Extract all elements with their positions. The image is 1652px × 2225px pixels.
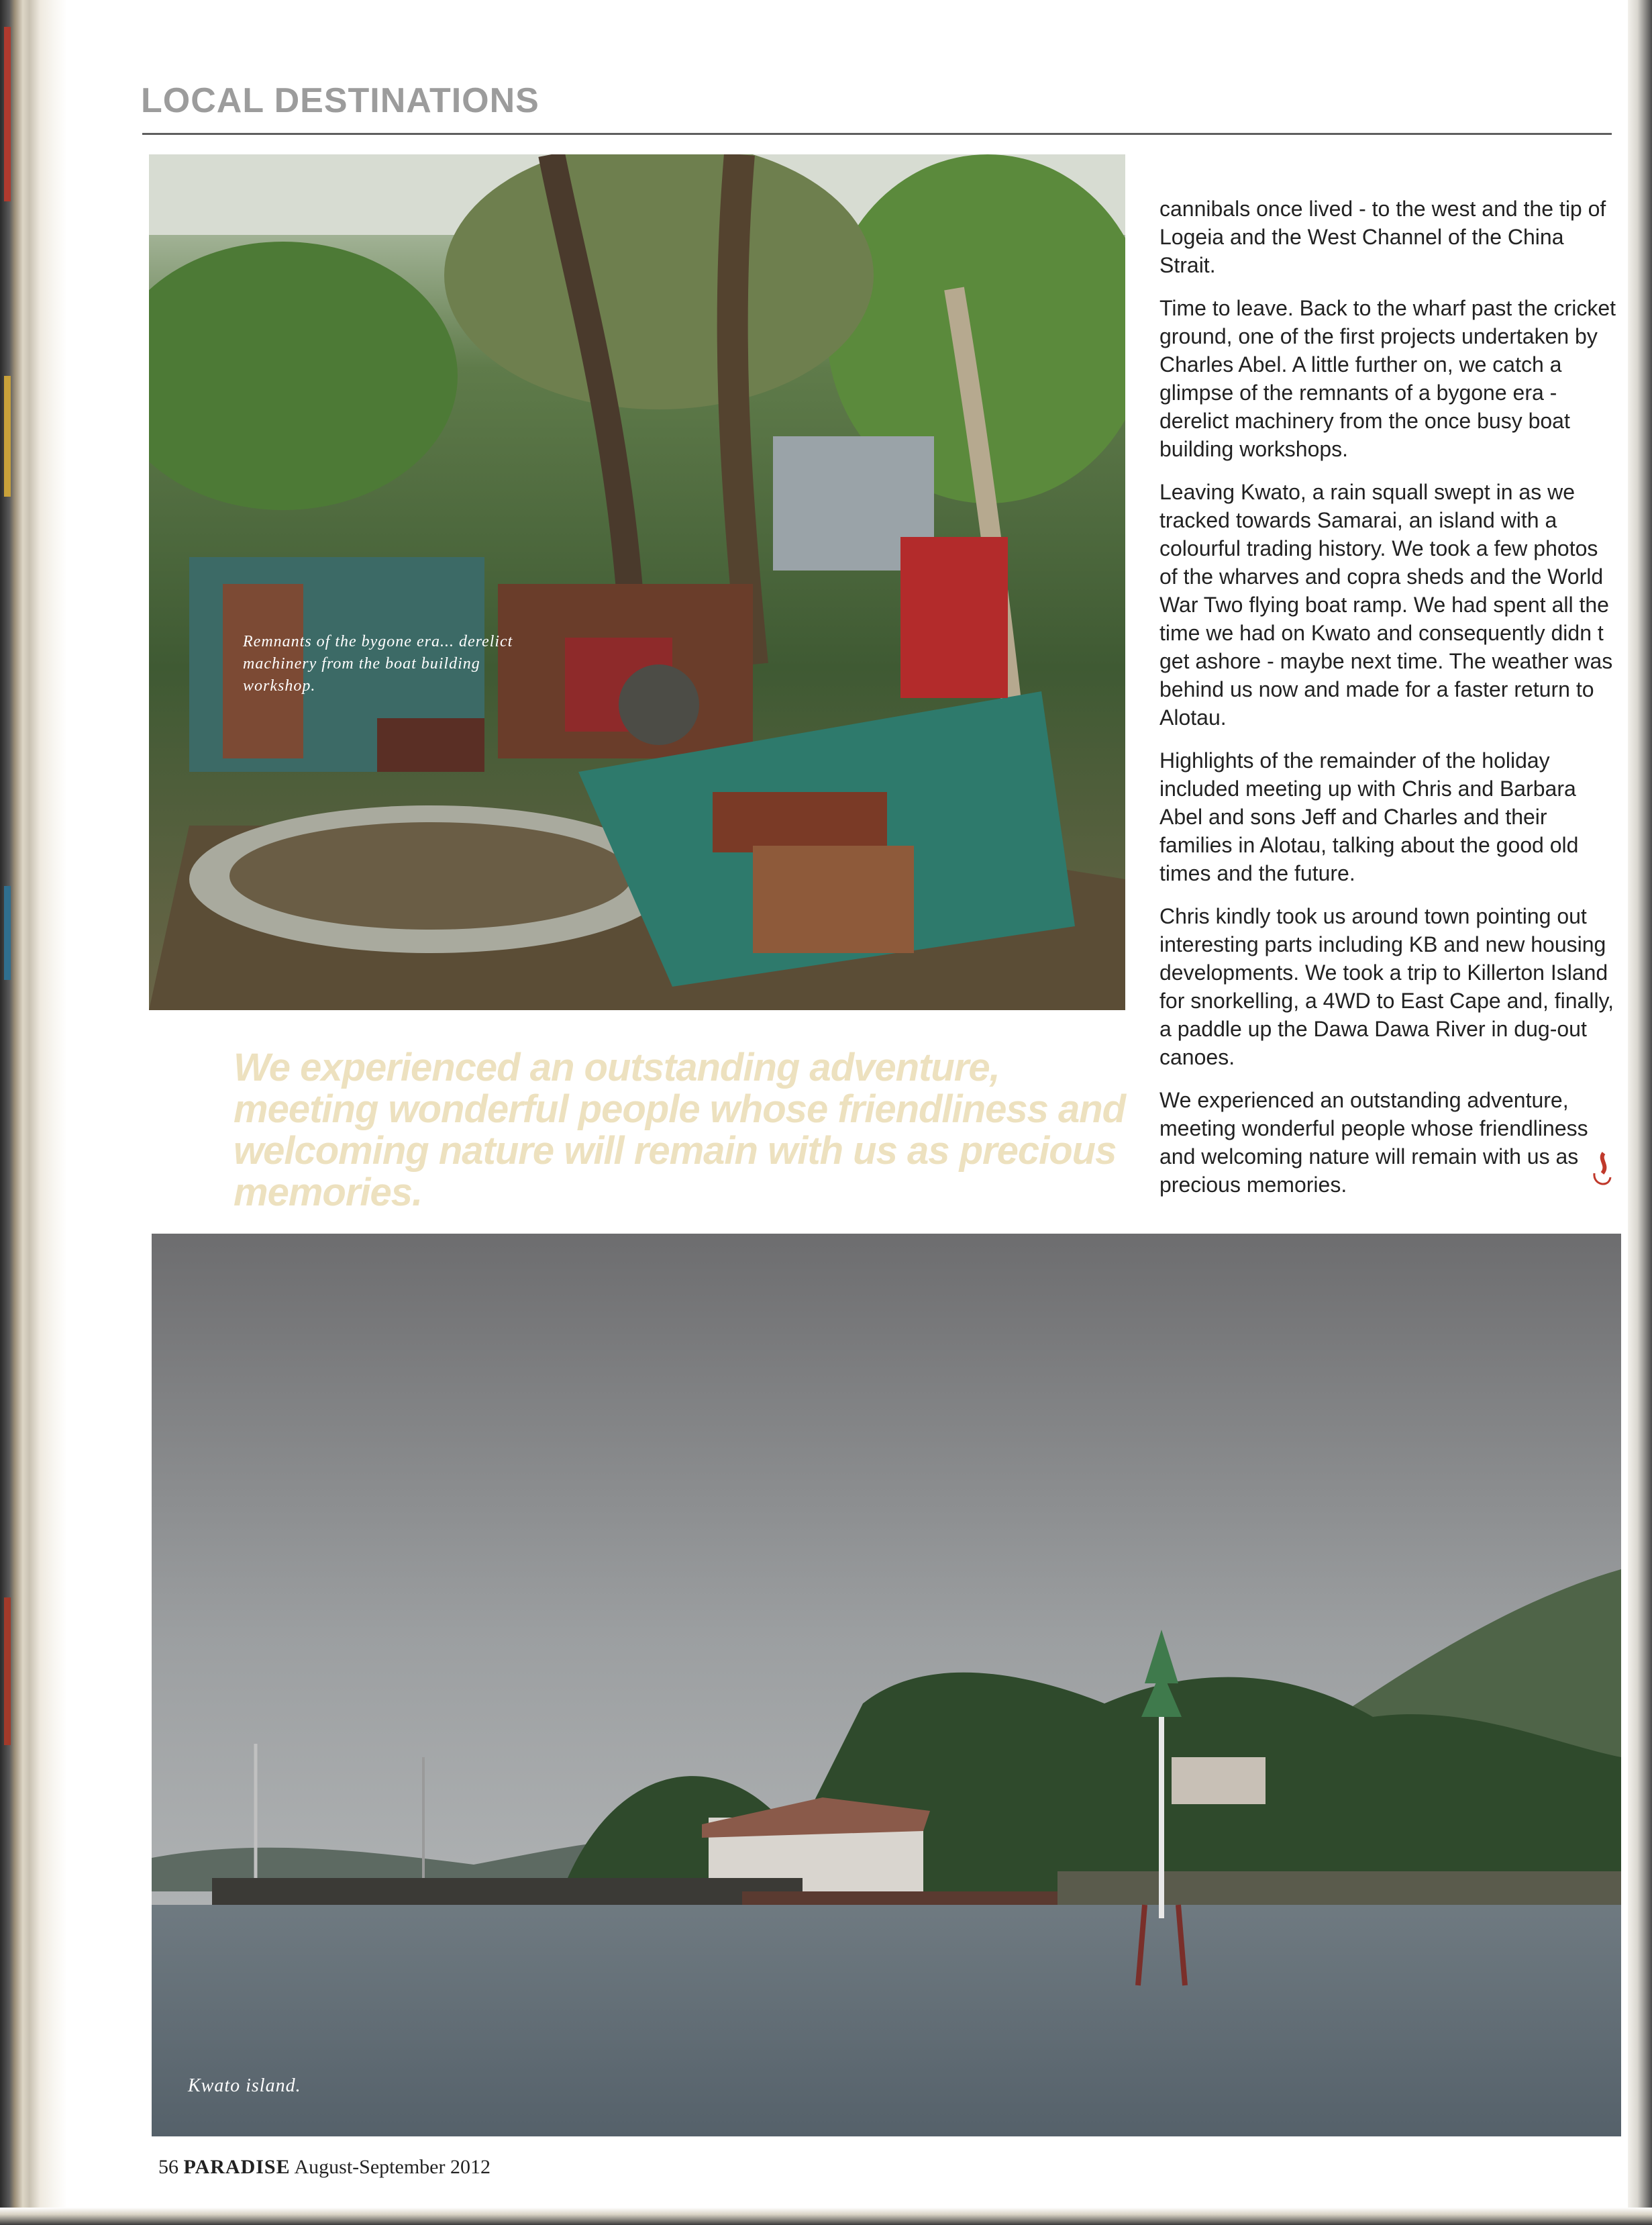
article-body [1159,195,1616,1214]
issue-date: August-September 2012 [294,2156,491,2178]
spine-stripe [4,886,11,980]
page-right-edge [1628,0,1652,2225]
article-paragraph: Chris kindly took us around town pointing out interesting parts including KB and new housing developments. We took a trip to Killerton Island for snorkelling, a 4WD to East Cape and, finally, a paddle up the Dawa Dawa River in dug-out canoes. [1159,904,1614,1069]
article-paragraph: We experienced an outstanding adventure, meeting wonderful people whose friendliness and welcoming nature will remain with us as precious memories. [1159,1088,1588,1197]
photo-caption-machinery: Remnants of the bygone era... derelict machinery from the boat building workshop. [243,633,513,695]
header-rule [142,133,1612,135]
spine-stripe [4,1597,11,1745]
page-number: 56 [158,2156,178,2178]
article-paragraph: Time to leave. Back to the wharf past the cricket ground, one of the first projects undertaken by Charles Abel. A little further on, we catch a glimpse of the remnants of a bygone era - derelict machinery from the once busy boat building workshops. [1159,296,1616,461]
article-paragraph: cannibals once lived - to the west and the tip of Logeia and the West Channel of the China Strait. [1159,197,1606,277]
section-label: LOCAL DESTINATIONS [141,81,539,120]
kwato-island-photo [152,1234,1621,2136]
machinery-photo [149,154,1125,1010]
article-paragraph: Leaving Kwato, a rain squall swept in as we tracked towards Samarai, an island with a colourful trading history. We took a few photos of the wharves and copra sheds and the World War Two flying boat ramp. We had spent all the time we had on Kwato and consequently didn t get ashore - maybe next time. The weather was behind us now and made for a faster return to Alotau. [1159,480,1613,730]
article-end-mark-icon [1592,1150,1612,1191]
photo-caption-kwato: Kwato island. [188,2075,301,2096]
pull-quote: We experienced an outstanding adventure, meeting wonderful people whose friendliness and welcoming nature will remain with us as precious memories. [234,1046,1126,1214]
article-paragraph: Highlights of the remainder of the holiday included meeting up with Chris and Barbara Abel and sons Jeff and Charles and their families in Alotau, talking about the good old times and the future. [1159,748,1579,885]
spine-stripe [4,376,11,497]
page-footer [158,2156,491,2179]
page-bottom-edge [0,2208,1652,2225]
spine-stripe [4,27,11,201]
magazine-spine [0,0,67,2225]
publication-name: PARADISE [183,2156,291,2178]
